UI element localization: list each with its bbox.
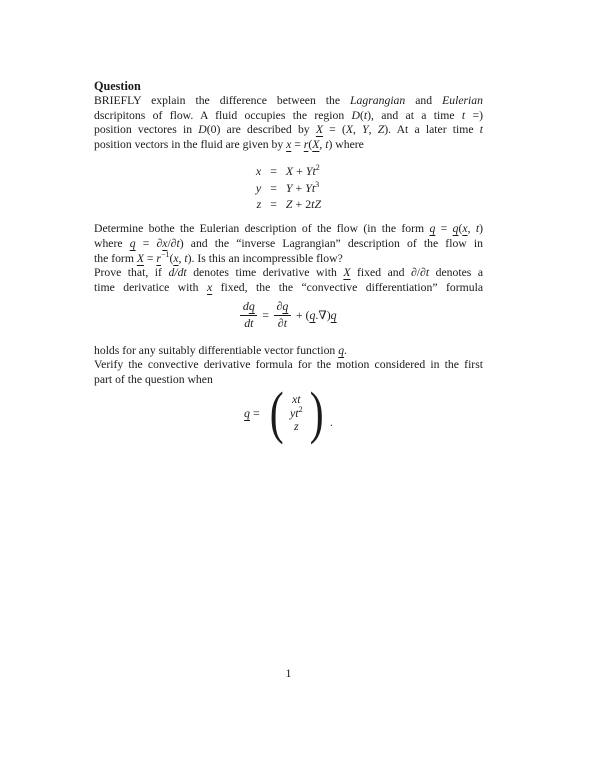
- fraction-partial-q-partial-t: $\frac{\partial q}{\partial t}$: [274, 300, 291, 330]
- equation-rhs: Z + 2tZ: [285, 197, 322, 212]
- question-content: [94, 79, 483, 446]
- paragraph-determine: [94, 222, 483, 295]
- equation-rhs: $X + Yt^2$: [285, 163, 320, 179]
- text-line: BRIEFLY explain the difference between the Lagrangian and Eulerian: [94, 94, 483, 107]
- equation-rhs: $Y + Yt^3$: [285, 179, 320, 195]
- vector-column: [288, 393, 305, 434]
- equation-lhs: z: [256, 197, 262, 212]
- text-line: Determine bothe the Eulerian description of the flow (in the form q = q(x, t): [94, 222, 483, 236]
- display-equation-system: [256, 164, 321, 212]
- vector-lhs: q =: [244, 406, 260, 420]
- text-line: the form $X = r^{-1}(x$, t). Is this an incompressible flow?: [94, 249, 343, 265]
- text-line: position vectors in the fluid are given by x = r(X, t) where: [94, 137, 364, 151]
- equals-sign: =: [270, 197, 277, 212]
- advection-term: + (q.∇)q: [295, 307, 337, 322]
- text-line: holds for any suitably differentiable vector function q.: [94, 343, 347, 357]
- paragraph-verify: [94, 344, 483, 388]
- paragraph-intro: [94, 94, 483, 152]
- display-equation-convective: [94, 300, 483, 330]
- question-heading: Question: [94, 79, 141, 93]
- left-parenthesis: (: [269, 380, 284, 446]
- text-line: Verify the convective derivative formula for the motion considered in the first: [94, 358, 483, 372]
- equals-sign: =: [262, 307, 269, 322]
- equation-lhs: y: [255, 180, 262, 195]
- text-line: dscripitons of flow. A fluid occupies the region D(t), and at a time t =): [94, 108, 483, 122]
- trailing-period: .: [329, 415, 333, 429]
- equation-lhs: x: [255, 164, 262, 179]
- text-line: time derivatice with x fixed, the the “convective differentiation” formula: [94, 280, 483, 294]
- page-number: 1: [285, 666, 292, 680]
- vector-entry: z: [294, 419, 299, 434]
- equals-sign: =: [270, 180, 277, 195]
- vector-entry: xt: [292, 391, 301, 406]
- text-line: part of the question when: [94, 372, 213, 386]
- right-parenthesis: ): [309, 380, 324, 446]
- text-line: Prove that, if d/dt denotes time derivative with X fixed and ∂/∂t denotes a: [94, 266, 483, 280]
- text-line: position vectores in D(0) are described by X = (X, Y, Z). At a later time t: [94, 123, 483, 137]
- vector-entry: $yt^2$: [290, 404, 303, 420]
- fraction-dq-dt: $\frac{dq}{dt}$: [240, 300, 257, 330]
- text-line: where q = ∂x/∂t) and the “inverse Lagrangian” description of the flow in: [94, 236, 483, 250]
- display-equation-vector: [94, 380, 483, 446]
- equals-sign: =: [270, 164, 277, 179]
